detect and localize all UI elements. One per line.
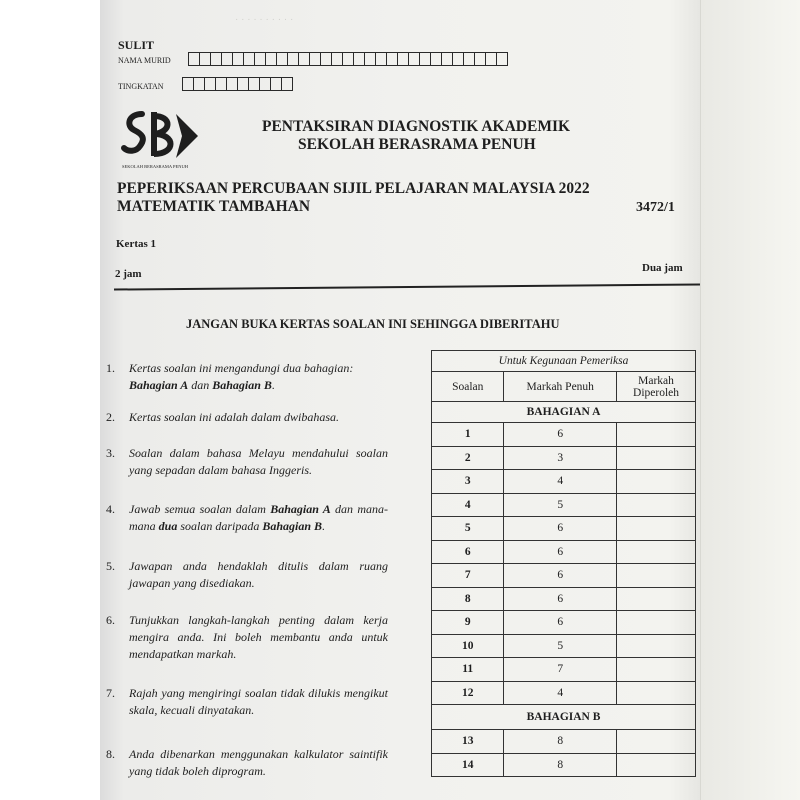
paper-number: Kertas 1 bbox=[116, 238, 157, 250]
warning-text: JANGAN BUKA KERTAS SOALAN INI SEHINGGA DIBERITAHU bbox=[186, 317, 560, 331]
question-number: 8 bbox=[432, 587, 504, 611]
duration-left: 2 jam bbox=[115, 268, 142, 280]
marks-obtained-cell[interactable] bbox=[617, 681, 696, 705]
char-box[interactable] bbox=[255, 53, 266, 65]
marks-obtained-cell[interactable] bbox=[617, 423, 696, 447]
full-marks: 5 bbox=[504, 634, 617, 658]
char-box[interactable] bbox=[183, 78, 194, 90]
char-box[interactable] bbox=[282, 78, 292, 90]
full-marks: 4 bbox=[504, 470, 617, 494]
full-marks: 5 bbox=[504, 493, 617, 517]
table-row bbox=[432, 730, 696, 754]
char-box[interactable] bbox=[453, 53, 464, 65]
duration-right: Dua jam bbox=[642, 262, 683, 274]
full-marks: 8 bbox=[504, 730, 617, 754]
marks-obtained-cell[interactable] bbox=[617, 540, 696, 564]
table-caption: Untuk Kegunaan Pemeriksa bbox=[432, 351, 696, 372]
char-box[interactable] bbox=[271, 78, 282, 90]
char-box[interactable] bbox=[244, 53, 255, 65]
paper-code: 3472/1 bbox=[636, 200, 675, 215]
instruction-item: 1. Kertas soalan ini mengandungi dua bahagian: Bahagian A dan Bahagian B. bbox=[106, 361, 354, 392]
char-box[interactable] bbox=[332, 53, 343, 65]
question-number: 7 bbox=[432, 564, 504, 588]
marks-obtained-cell[interactable] bbox=[617, 446, 696, 470]
subject-title: MATEMATIK TAMBAHAN bbox=[117, 198, 311, 215]
char-box[interactable] bbox=[343, 53, 354, 65]
char-box[interactable] bbox=[249, 78, 260, 90]
char-box[interactable] bbox=[216, 78, 227, 90]
question-number: 1 bbox=[432, 423, 504, 447]
table-row bbox=[432, 493, 696, 517]
char-box[interactable] bbox=[194, 78, 205, 90]
char-box[interactable] bbox=[260, 78, 271, 90]
adjacent-page bbox=[700, 0, 800, 800]
char-box[interactable] bbox=[233, 53, 244, 65]
table-row bbox=[432, 753, 696, 777]
char-box[interactable] bbox=[398, 53, 409, 65]
char-box[interactable] bbox=[211, 53, 222, 65]
char-box[interactable] bbox=[376, 53, 387, 65]
full-marks: 8 bbox=[504, 753, 617, 777]
question-number: 11 bbox=[432, 658, 504, 682]
table-row bbox=[432, 470, 696, 494]
char-box[interactable] bbox=[420, 53, 431, 65]
question-number: 5 bbox=[432, 517, 504, 541]
marks-obtained-cell[interactable] bbox=[617, 611, 696, 635]
char-box[interactable] bbox=[222, 53, 233, 65]
char-box[interactable] bbox=[205, 78, 216, 90]
marks-obtained-cell[interactable] bbox=[617, 634, 696, 658]
table-row bbox=[432, 681, 696, 705]
sulit-label: SULIT bbox=[118, 38, 155, 52]
marks-obtained-cell[interactable] bbox=[617, 517, 696, 541]
char-box[interactable] bbox=[486, 53, 497, 65]
char-box[interactable] bbox=[288, 53, 299, 65]
instruction-item: 2. Kertas soalan ini adalah dalam dwibahasa. bbox=[106, 410, 340, 424]
bleed-through: · · · · · · · · · · bbox=[235, 14, 294, 25]
tingkatan-label: TINGKATAN bbox=[118, 82, 164, 91]
char-box[interactable] bbox=[409, 53, 420, 65]
full-marks: 6 bbox=[504, 587, 617, 611]
col-header-soalan: Soalan bbox=[432, 372, 504, 402]
instruction-item: 3. Soalan dalam bahasa Melayu mendahului soalan yang sepadan dalam bahasa Inggeris. bbox=[106, 446, 388, 477]
question-number: 2 bbox=[432, 446, 504, 470]
section-a-header: BAHAGIAN A bbox=[432, 402, 696, 423]
char-box[interactable] bbox=[189, 53, 200, 65]
examiner-table bbox=[431, 350, 696, 777]
table-row bbox=[432, 611, 696, 635]
question-number: 4 bbox=[432, 493, 504, 517]
marks-obtained-cell[interactable] bbox=[617, 564, 696, 588]
full-marks: 7 bbox=[504, 658, 617, 682]
table-row bbox=[432, 658, 696, 682]
char-box[interactable] bbox=[321, 53, 332, 65]
char-box[interactable] bbox=[227, 78, 238, 90]
logo-caption: SEKOLAH BERASRAMA PENUH bbox=[122, 164, 189, 169]
char-box[interactable] bbox=[310, 53, 321, 65]
question-number: 13 bbox=[432, 730, 504, 754]
nama-murid-label: NAMA MURID bbox=[118, 56, 171, 65]
question-number: 6 bbox=[432, 540, 504, 564]
char-box[interactable] bbox=[475, 53, 486, 65]
char-box[interactable] bbox=[442, 53, 453, 65]
instruction-item: 8. Anda dibenarkan menggunakan kalkulator saintifik yang tidak boleh diprogram. bbox=[106, 747, 388, 778]
question-number: 12 bbox=[432, 681, 504, 705]
char-box[interactable] bbox=[200, 53, 211, 65]
marks-obtained-cell[interactable] bbox=[617, 753, 696, 777]
table-row bbox=[432, 540, 696, 564]
full-marks: 3 bbox=[504, 446, 617, 470]
full-marks: 6 bbox=[504, 564, 617, 588]
sbp-logo bbox=[120, 108, 205, 170]
full-marks: 6 bbox=[504, 517, 617, 541]
col-header-markah-diperoleh: Markah Diperoleh bbox=[617, 372, 696, 402]
full-marks: 6 bbox=[504, 611, 617, 635]
full-marks: 6 bbox=[504, 540, 617, 564]
full-marks: 4 bbox=[504, 681, 617, 705]
instruction-item: 6. Tunjukkan langkah-langkah penting dalam kerja mengira anda. Ini boleh membantu anda untuk mendapatkan markah. bbox=[106, 613, 388, 661]
char-box[interactable] bbox=[431, 53, 442, 65]
char-box[interactable] bbox=[464, 53, 475, 65]
instruction-item: 4. Jawab semua soalan dalam Bahagian A dan mana-mana dua soalan daripada Bahagian B. bbox=[106, 502, 388, 533]
marks-obtained-cell[interactable] bbox=[617, 587, 696, 611]
table-row bbox=[432, 446, 696, 470]
char-box[interactable] bbox=[354, 53, 365, 65]
question-number: 3 bbox=[432, 470, 504, 494]
section-b-header: BAHAGIAN B bbox=[432, 705, 696, 730]
question-number: 14 bbox=[432, 753, 504, 777]
question-number: 10 bbox=[432, 634, 504, 658]
marks-obtained-cell[interactable] bbox=[617, 493, 696, 517]
char-box[interactable] bbox=[365, 53, 376, 65]
table-row bbox=[432, 634, 696, 658]
char-box[interactable] bbox=[277, 53, 288, 65]
question-number: 9 bbox=[432, 611, 504, 635]
nama-murid-boxes[interactable] bbox=[188, 52, 508, 66]
char-box[interactable] bbox=[266, 53, 277, 65]
table-row bbox=[432, 517, 696, 541]
instruction-item: 7. Rajah yang mengiringi soalan tidak dilukis mengikut skala, kecuali dinyatakan. bbox=[106, 686, 388, 717]
col-header-markah-penuh: Markah Penuh bbox=[504, 372, 617, 402]
org-line-1: PENTAKSIRAN DIAGNOSTIK AKADEMIK bbox=[262, 118, 571, 135]
instruction-item: 5. Jawapan anda hendaklah ditulis dalam ruang jawapan yang disediakan. bbox=[106, 559, 388, 590]
tingkatan-boxes[interactable] bbox=[182, 77, 293, 91]
table-row bbox=[432, 423, 696, 447]
org-line-2: SEKOLAH BERASRAMA PENUH bbox=[298, 136, 536, 153]
char-box[interactable] bbox=[387, 53, 398, 65]
exam-title: PEPERIKSAAN PERCUBAAN SIJIL PELAJARAN MALAYSIA 2022 bbox=[117, 180, 590, 197]
table-row bbox=[432, 587, 696, 611]
marks-obtained-cell[interactable] bbox=[617, 658, 696, 682]
char-box[interactable] bbox=[238, 78, 249, 90]
marks-obtained-cell[interactable] bbox=[617, 470, 696, 494]
char-box[interactable] bbox=[299, 53, 310, 65]
char-box[interactable] bbox=[497, 53, 507, 65]
sbp-logo-icon bbox=[120, 108, 205, 170]
marks-obtained-cell[interactable] bbox=[617, 730, 696, 754]
table-row bbox=[432, 564, 696, 588]
full-marks: 6 bbox=[504, 423, 617, 447]
